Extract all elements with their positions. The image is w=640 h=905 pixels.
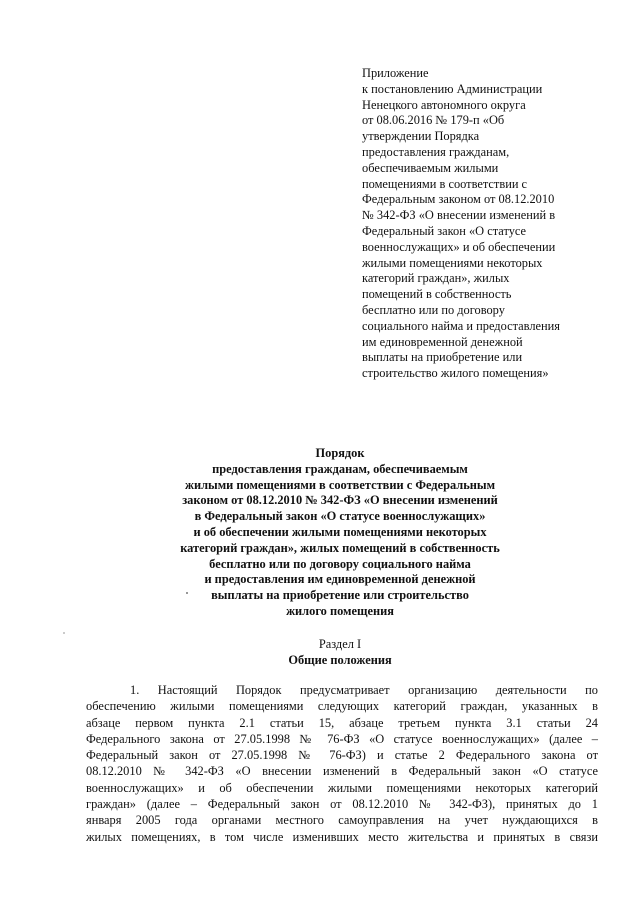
appendix-line: утверждении Порядка (362, 129, 480, 144)
paragraph-line: абзаце первом пункта 2.1 статьи 15, абзаце третьем пункта 3.1 статьи 24 (86, 715, 598, 730)
paragraph-1 (86, 682, 598, 845)
paragraph-line: января 2005 года органами местного самоуправления на учет нуждающихся в (86, 813, 598, 828)
appendix-line: им единовременной денежной (362, 334, 523, 349)
title-line: Порядок (315, 446, 365, 460)
appendix-line: помещений в собственность (362, 287, 512, 302)
appendix-line: бесплатно или по договору (362, 302, 505, 317)
appendix-line: категорий граждан», жилых (362, 271, 510, 286)
appendix-line: Приложение (362, 66, 429, 80)
appendix-line: выплаты на приобретение или (362, 350, 523, 365)
title-line: законом от 08.12.2010 № 342-ФЗ «О внесении изменений (182, 493, 498, 508)
document-title (40, 446, 640, 620)
appendix-line: обеспечиваемым жилыми (362, 160, 499, 175)
paragraph-line: 1. Настоящий Порядок предусматривает организацию деятельности по (130, 683, 598, 697)
appendix-line: Ненецкого автономного округа (362, 97, 526, 112)
appendix-line: № 342-ФЗ «О внесении изменений в (362, 208, 556, 223)
paragraph-line: военнослужащих» и об обеспечении жилыми помещениями некоторых категорий (86, 780, 598, 795)
section-label: Раздел I (318, 637, 362, 651)
title-line: бесплатно или по договору социального найма (209, 556, 471, 571)
section-title: Общие положения (288, 653, 392, 667)
title-line: выплаты на приобретение или строительство (211, 588, 469, 603)
title-line: и об обеспечении жилыми помещениями некоторых (193, 524, 487, 539)
paragraph-line: Федеральный закон от 27.05.1998 № 76-ФЗ) и статье 2 Федерального закона от (86, 748, 598, 763)
paragraph-line: граждан» (далее – Федеральный закон от 08.12.2010 № 342-ФЗ), принятых до 1 (86, 797, 598, 812)
appendix-block (362, 66, 602, 382)
appendix-line: военнослужащих» и об обеспечении (362, 239, 556, 254)
title-line: и предоставления им единовременной денежной (204, 572, 476, 587)
scan-speck (63, 632, 65, 634)
title-line: категорий граждан», жилых помещений в собственность (180, 540, 500, 555)
paragraph-line: жилых помещениях, в том числе изменивших место жительства и принятых в связи (86, 829, 598, 844)
paragraph-line: 08.12.2010 № 342-ФЗ «О внесении изменений в Федеральный закон «О статусе (86, 764, 598, 779)
paragraph-line: обеспечению жилыми помещениями следующих категорий граждан, указанных в (86, 699, 598, 714)
appendix-line: к постановлению Администрации (362, 81, 543, 96)
paragraph-line: Федерального закона от 27.05.1998 № 76-ФЗ «О статусе военнослужащих» (далее – (86, 731, 598, 746)
appendix-line: жилыми помещениями некоторых (362, 255, 543, 270)
appendix-line: социального найма и предоставления (362, 318, 561, 333)
title-line: предоставления гражданам, обеспечиваемым (212, 461, 468, 476)
title-line: в Федеральный закон «О статусе военнослужащих» (194, 509, 486, 524)
appendix-line: предоставления гражданам, (362, 144, 510, 159)
appendix-line: строительство жилого помещения» (362, 366, 549, 381)
appendix-line: от 08.06.2016 № 179-п «Об (362, 113, 505, 128)
title-line: жилого помещения (286, 603, 394, 618)
scan-speck (186, 592, 188, 594)
appendix-line: помещениями в соответствии с (362, 176, 528, 191)
appendix-line: Федеральным законом от 08.12.2010 (362, 192, 555, 207)
appendix-line: Федеральный закон «О статусе (362, 223, 527, 238)
title-line: жилыми помещениями в соответствии с Федеральным (184, 477, 496, 492)
